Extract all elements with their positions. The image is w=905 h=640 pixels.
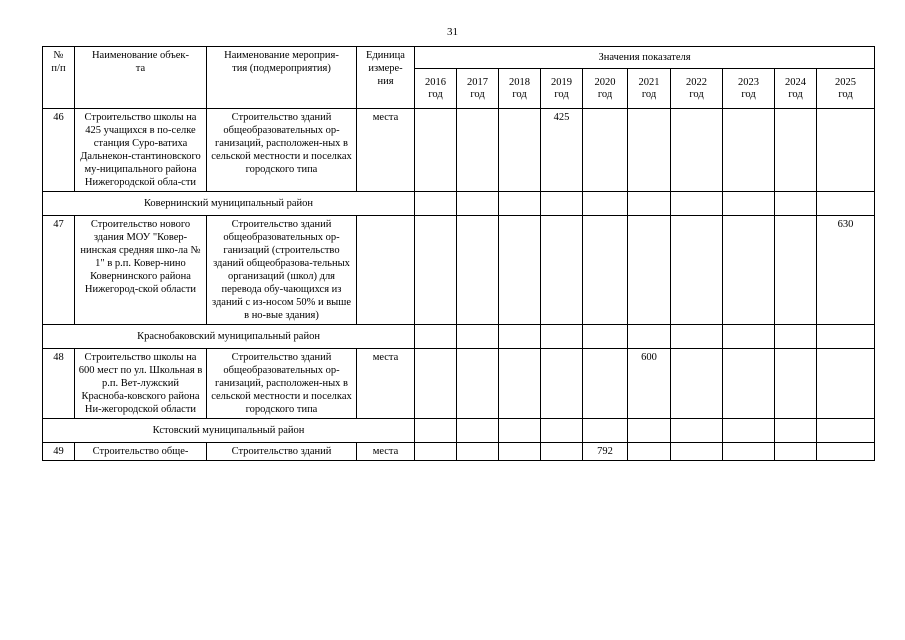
value-cell <box>775 349 817 419</box>
value-cell <box>541 216 583 325</box>
row-num: 47 <box>43 216 75 325</box>
empty-cell <box>628 192 671 216</box>
value-cell <box>628 443 671 461</box>
header-indicator-values: Значения показателя <box>415 47 875 69</box>
value-cell <box>583 216 628 325</box>
table-row <box>43 216 875 325</box>
value-cell <box>723 443 775 461</box>
value-cell <box>415 443 457 461</box>
header-year-3: 2019 год <box>541 69 583 109</box>
section-title: Краснобаковский муниципальный район <box>43 325 415 349</box>
value-cell <box>541 443 583 461</box>
empty-cell <box>775 325 817 349</box>
empty-cell <box>499 325 541 349</box>
value-cell <box>671 349 723 419</box>
value-cell: 600 <box>628 349 671 419</box>
header-year-7: 2023 год <box>723 69 775 109</box>
empty-cell <box>499 192 541 216</box>
value-cell <box>628 216 671 325</box>
value-cell <box>541 349 583 419</box>
empty-cell <box>541 419 583 443</box>
event-name: Строительство зданий общеобразовательных ор-ганизаций (строительство зданий общеобразова-тельных организаций (школ) для перевода обу-чающихся из зданий с из-носом 50% и выше в но-вые здания) <box>207 216 357 325</box>
value-cell <box>457 349 499 419</box>
indicator-table <box>42 46 875 461</box>
value-cell <box>499 349 541 419</box>
empty-cell <box>415 325 457 349</box>
empty-cell <box>457 419 499 443</box>
event-name: Строительство зданий <box>207 443 357 461</box>
table-row <box>43 443 875 461</box>
header-unit: Единица измере- ния <box>357 47 415 109</box>
value-cell: 630 <box>817 216 875 325</box>
empty-cell <box>583 325 628 349</box>
empty-cell <box>457 325 499 349</box>
unit-cell <box>357 216 415 325</box>
header-year-1: 2017 год <box>457 69 499 109</box>
value-cell <box>499 216 541 325</box>
unit-cell: места <box>357 443 415 461</box>
empty-cell <box>499 419 541 443</box>
empty-cell <box>541 325 583 349</box>
header-year-6: 2022 год <box>671 69 723 109</box>
event-name: Строительство зданий общеобразовательных ор-ганизаций, расположен-ных в сельской местности и поселках городского типа <box>207 349 357 419</box>
row-num: 46 <box>43 109 75 192</box>
empty-cell <box>628 325 671 349</box>
unit-cell: места <box>357 349 415 419</box>
empty-cell <box>541 192 583 216</box>
value-cell <box>415 109 457 192</box>
object-name: Строительство нового здания МОУ "Ковер-нинская средняя шко-ла № 1" в р.п. Ковер-нино Ковернинского района Нижегород-ской области <box>75 216 207 325</box>
empty-cell <box>583 192 628 216</box>
value-cell <box>723 349 775 419</box>
value-cell <box>775 216 817 325</box>
row-num: 48 <box>43 349 75 419</box>
header-year-0: 2016 год <box>415 69 457 109</box>
value-cell <box>457 216 499 325</box>
empty-cell <box>775 419 817 443</box>
value-cell <box>775 109 817 192</box>
header-event-name: Наименование мероприя- тия (подмероприятия) <box>207 47 357 109</box>
value-cell <box>775 443 817 461</box>
value-cell <box>457 443 499 461</box>
value-cell <box>817 443 875 461</box>
page-number: 31 <box>447 26 458 38</box>
value-cell <box>671 443 723 461</box>
header-year-5: 2021 год <box>628 69 671 109</box>
header-num: № п/п <box>43 47 75 109</box>
value-cell <box>583 349 628 419</box>
section-title: Ковернинский муниципальный район <box>43 192 415 216</box>
section-title: Кстовский муниципальный район <box>43 419 415 443</box>
value-cell <box>583 109 628 192</box>
header-year-4: 2020 год <box>583 69 628 109</box>
empty-cell <box>457 192 499 216</box>
row-num: 49 <box>43 443 75 461</box>
value-cell <box>671 109 723 192</box>
value-cell <box>415 216 457 325</box>
header-year-2: 2018 год <box>499 69 541 109</box>
empty-cell <box>415 192 457 216</box>
empty-cell <box>671 325 723 349</box>
value-cell <box>499 109 541 192</box>
value-cell <box>415 349 457 419</box>
header-year-9: 2025 год <box>817 69 875 109</box>
empty-cell <box>817 325 875 349</box>
value-cell <box>628 109 671 192</box>
value-cell: 425 <box>541 109 583 192</box>
empty-cell <box>775 192 817 216</box>
empty-cell <box>415 419 457 443</box>
object-name: Строительство школы на 425 учащихся в по-селке станция Суро-ватиха Дальнекон-стантиновского му-ниципального района Нижегородской обла-сти <box>75 109 207 192</box>
event-name: Строительство зданий общеобразовательных ор-ганизаций, расположен-ных в сельской местности и поселках городского типа <box>207 109 357 192</box>
section-row <box>43 192 875 216</box>
empty-cell <box>628 419 671 443</box>
value-cell <box>671 216 723 325</box>
value-cell <box>817 109 875 192</box>
empty-cell <box>723 325 775 349</box>
section-row <box>43 325 875 349</box>
unit-cell: места <box>357 109 415 192</box>
value-cell: 792 <box>583 443 628 461</box>
empty-cell <box>671 419 723 443</box>
object-name: Строительство обще- <box>75 443 207 461</box>
value-cell <box>499 443 541 461</box>
value-cell <box>457 109 499 192</box>
value-cell <box>817 349 875 419</box>
table-row <box>43 109 875 192</box>
value-cell <box>723 216 775 325</box>
empty-cell <box>723 192 775 216</box>
empty-cell <box>723 419 775 443</box>
empty-cell <box>817 419 875 443</box>
empty-cell <box>671 192 723 216</box>
section-row <box>43 419 875 443</box>
value-cell <box>723 109 775 192</box>
object-name: Строительство школы на 600 мест по ул. Школьная в р.п. Вет-лужский Краснoба-ковского района Ни-жегородской области <box>75 349 207 419</box>
empty-cell <box>817 192 875 216</box>
header-year-8: 2024 год <box>775 69 817 109</box>
header-object-name: Наименование объек- та <box>75 47 207 109</box>
table-row <box>43 349 875 419</box>
empty-cell <box>583 419 628 443</box>
